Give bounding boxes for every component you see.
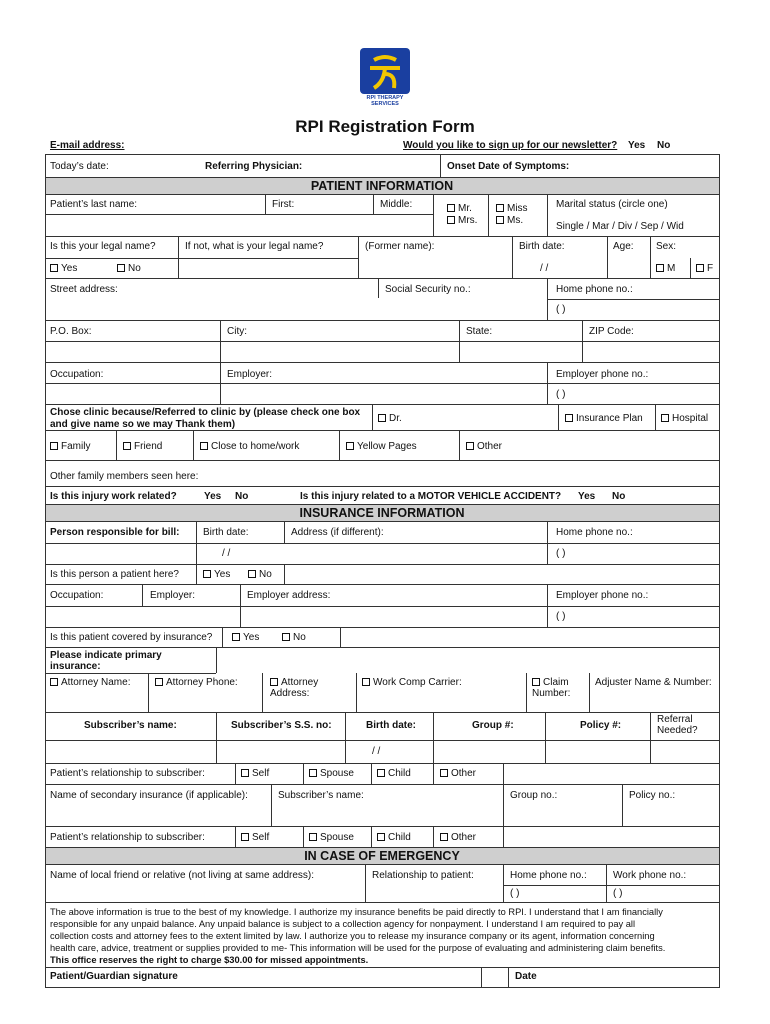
checkbox-icon (661, 414, 669, 422)
other-family-label: Other family members seen here: (50, 471, 199, 482)
rel2-other-label: Other (451, 832, 477, 843)
ins-employer-label: Employer: (150, 590, 196, 601)
occupation-label: Occupation: (50, 369, 104, 380)
work-related-no[interactable]: No (235, 491, 249, 502)
referral-close[interactable] (200, 441, 299, 453)
checkbox-icon (496, 216, 504, 224)
rel-self[interactable] (241, 768, 269, 780)
secondary-subscriber-label: Subscriber’s name: (278, 790, 364, 801)
ins-address-label: Address (if different): (291, 527, 384, 538)
checkbox-icon (50, 678, 58, 686)
employer-phone-label: Employer phone no.: (556, 369, 649, 380)
legal-yes-label: Yes (61, 263, 78, 274)
missed-appointment-notice: This office reserves the right to charge $30.00 for missed appointments. (50, 955, 369, 965)
referral-close-label: Close to home/work (211, 441, 300, 452)
title-ms[interactable] (496, 215, 523, 227)
ins-home-phone-label: Home phone no.: (556, 527, 633, 538)
referral-friend[interactable] (123, 441, 162, 453)
covered-no[interactable] (282, 632, 306, 644)
referral-yellow-pages[interactable] (346, 441, 417, 453)
local-friend-label: Name of local friend or relative (not living at same address): (50, 870, 315, 881)
referral-hospital-label: Hospital (672, 413, 709, 424)
relationship-label-2: Patient’s relationship to subscriber: (50, 832, 205, 843)
rel2-child[interactable] (377, 832, 411, 844)
claim-number-label: Claim (543, 677, 569, 688)
checkbox-icon (696, 264, 704, 272)
birth-date-slashes: / / (540, 263, 549, 274)
zip-label: ZIP Code: (589, 326, 634, 337)
title-mrs-label: Mrs. (458, 215, 478, 226)
subscriber-name-label: Subscriber’s name: (84, 720, 177, 731)
checkbox-icon (565, 414, 573, 422)
chose-clinic-label-2: and give name so we may Thank them) (50, 419, 236, 430)
sex-m-label: M (667, 263, 676, 274)
is-patient-no-label: No (259, 569, 272, 580)
ssn-label: Social Security no.: (385, 284, 471, 295)
checkbox-icon (50, 442, 58, 450)
title-miss-label: Miss (507, 203, 528, 214)
work-comp-carrier-label: Work Comp Carrier: (373, 677, 462, 688)
first-name-label: First: (272, 199, 295, 210)
sex-label: Sex: (656, 241, 677, 252)
checkbox-icon (117, 264, 125, 272)
checkbox-icon (241, 833, 249, 841)
sub-birth-date-label: Birth date: (366, 720, 416, 731)
onset-date-label: Onset Date of Symptoms: (447, 161, 570, 172)
title-mrs[interactable] (447, 215, 477, 227)
title-ms-label: Ms. (507, 215, 524, 226)
checkbox-icon (378, 414, 386, 422)
home-phone-label: Home phone no.: (556, 284, 633, 295)
sex-f-label: F (707, 263, 714, 274)
secondary-insurance-label: Name of secondary insurance (if applicable): (50, 790, 248, 801)
checkbox-icon (200, 442, 208, 450)
responsible-label: Person responsible for bill: (50, 527, 180, 538)
ins-occupation-label: Occupation: (50, 590, 104, 601)
indicate-primary-label: Please indicate primary (50, 650, 162, 661)
consent-line-4: health care, advice, treatment or supplies provided to me- This information will be used for the purpose of evaluating and administering claim benefits. (50, 943, 666, 953)
chose-clinic-label: Chose clinic because/Referred to clinic by (please check one box (50, 407, 361, 418)
street-address-label: Street address: (50, 284, 118, 295)
rel2-self-label: Self (252, 832, 270, 843)
age-label: Age: (613, 241, 634, 252)
insurance-info-header: INSURANCE INFORMATION (45, 504, 719, 522)
work-comp-carrier[interactable] (362, 677, 462, 689)
rel-child-label: Child (388, 768, 411, 779)
covered-question: Is this patient covered by insurance? (50, 632, 213, 643)
is-patient-yes[interactable] (203, 569, 230, 581)
referral-hospital[interactable] (661, 413, 708, 425)
checkbox-icon (447, 216, 455, 224)
checkbox-icon (496, 204, 504, 212)
logo-line1: RPI THERAPY (366, 95, 404, 101)
email-label: E-mail address: (50, 140, 125, 151)
rel-self-label: Self (252, 768, 270, 779)
form-title: RPI Registration Form (295, 117, 475, 136)
logo-line2: SERVICES (371, 101, 399, 107)
checkbox-icon (282, 633, 290, 641)
is-patient-yes-label: Yes (214, 569, 231, 580)
emergency-home-phone-label: Home phone no.: (510, 870, 587, 881)
referral-needed-label: Referral (657, 714, 693, 725)
checkbox-icon (377, 769, 385, 777)
patient-info-header: PATIENT INFORMATION (45, 177, 719, 195)
is-patient-question: Is this person a patient here? (50, 569, 179, 580)
is-patient-no[interactable] (248, 569, 272, 581)
checkbox-icon (532, 678, 540, 686)
motor-vehicle-no[interactable]: No (612, 491, 626, 502)
rel2-spouse-label: Spouse (320, 832, 354, 843)
referral-needed-label-2: Needed? (657, 725, 698, 736)
checkbox-icon (309, 769, 317, 777)
emergency-work-parens: ( ) (613, 888, 623, 899)
sex-m[interactable] (656, 263, 675, 275)
title-miss[interactable] (496, 203, 528, 215)
work-related-question: Is this injury work related? (50, 491, 177, 502)
checkbox-icon (241, 769, 249, 777)
checkbox-icon (203, 570, 211, 578)
emergency-home-parens: ( ) (510, 888, 520, 899)
subscriber-ssn-label: Subscriber’s S.S. no: (231, 720, 332, 731)
referral-yellow-pages-label: Yellow Pages (357, 441, 417, 452)
checkbox-icon (466, 442, 474, 450)
referring-physician-label: Referring Physician: (205, 161, 303, 172)
rel2-child-label: Child (388, 832, 411, 843)
consent-line-3: collection costs and attorney fees to the extent limited by law. I authorize you to release my insurance company or its agent, information concerning (50, 931, 655, 941)
former-name-label: (Former name): (365, 241, 435, 252)
signature-label: Patient/Guardian signature (50, 971, 178, 982)
checkbox-icon (309, 833, 317, 841)
checkbox-icon (270, 678, 278, 686)
rel2-other[interactable] (440, 832, 476, 844)
ins-employer-phone-label: Employer phone no.: (556, 590, 649, 601)
referral-insurance-plan-label: Insurance Plan (576, 413, 643, 424)
motor-vehicle-question: Is this injury related to a MOTOR VEHICLE ACCIDENT? (300, 491, 562, 502)
employer-phone-parens: ( ) (556, 389, 566, 400)
rel-other[interactable] (440, 768, 476, 780)
motor-vehicle-yes[interactable]: Yes (578, 491, 596, 502)
consent-line-1: The above information is true to the best of my knowledge. I authorize my insurance benefits be paid directly to RPI. I understand that I am financially (50, 907, 663, 917)
group-no-label: Group no.: (510, 790, 558, 801)
checkbox-icon (440, 833, 448, 841)
attorney-name-label: Attorney Name: (61, 677, 131, 688)
emergency-work-phone-label: Work phone no.: (613, 870, 687, 881)
referral-family[interactable] (50, 441, 90, 453)
referral-insurance-plan[interactable] (565, 413, 643, 425)
ins-birth-date-label: Birth date: (203, 527, 249, 538)
attorney-phone-label: Attorney Phone: (166, 677, 238, 688)
employer-label: Employer: (227, 369, 273, 380)
adjuster-label: Adjuster Name & Number: (595, 677, 712, 688)
marital-label: Marital status (circle one) (556, 199, 668, 210)
covered-yes-label: Yes (243, 632, 260, 643)
ins-employer-address-label: Employer address: (247, 590, 331, 601)
rel2-self[interactable] (241, 832, 269, 844)
referral-other[interactable] (466, 441, 502, 453)
referral-friend-label: Friend (134, 441, 163, 452)
claim-number-label-2: Number: (532, 688, 571, 699)
checkbox-icon (155, 678, 163, 686)
city-label: City: (227, 326, 247, 337)
rel-child[interactable] (377, 768, 411, 780)
checkbox-icon (377, 833, 385, 841)
last-name-label: Patient’s last name: (50, 199, 138, 210)
referral-other-label: Other (477, 441, 503, 452)
newsletter-question: Would you like to sign up for our newsletter? (403, 140, 618, 151)
rpi-logo (360, 48, 410, 108)
rel-other-label: Other (451, 768, 477, 779)
checkbox-icon (447, 204, 455, 212)
policy-label: Policy #: (580, 720, 622, 731)
sex-f[interactable] (696, 263, 713, 275)
covered-yes[interactable] (232, 632, 259, 644)
attorney-name[interactable] (50, 677, 130, 689)
ins-birth-slashes: / / (222, 548, 231, 559)
home-phone-parens: ( ) (556, 304, 566, 315)
rel2-spouse[interactable] (309, 832, 354, 844)
referral-family-label: Family (61, 441, 91, 452)
po-box-label: P.O. Box: (50, 326, 92, 337)
checkbox-icon (50, 264, 58, 272)
referral-dr[interactable] (378, 413, 402, 425)
title-mr-label: Mr. (458, 203, 472, 214)
emergency-header: IN CASE OF EMERGENCY (45, 847, 719, 865)
birth-date-label: Birth date: (519, 241, 565, 252)
emergency-relationship-label: Relationship to patient: (372, 870, 474, 881)
consent-line-2: responsible for any unpaid balance. Any unpaid balance is subject to a collection agency for nonpayment. I understand I am required to pay all (50, 919, 636, 929)
todays-date-label: Today’s date: (50, 161, 109, 172)
attorney-address-label-2: Address: (270, 688, 310, 699)
attorney-address-label: Attorney (281, 677, 319, 688)
checkbox-icon (232, 633, 240, 641)
rel-spouse[interactable] (309, 768, 354, 780)
relationship-label: Patient’s relationship to subscriber: (50, 768, 205, 779)
checkbox-icon (362, 678, 370, 686)
legal-no[interactable] (117, 263, 141, 275)
legal-no-label: No (128, 263, 141, 274)
legal-name-question: Is this your legal name? (50, 241, 156, 252)
if-not-legal-label: If not, what is your legal name? (185, 241, 324, 252)
referral-dr-label: Dr. (389, 413, 402, 424)
work-related-yes[interactable]: Yes (204, 491, 222, 502)
date-label: Date (515, 971, 537, 982)
state-label: State: (466, 326, 493, 337)
marital-options[interactable]: Single / Mar / Div / Sep / Wid (556, 221, 684, 232)
legal-yes[interactable] (50, 263, 77, 275)
checkbox-icon (248, 570, 256, 578)
checkbox-icon (346, 442, 354, 450)
sub-birth-slashes: / / (372, 746, 381, 757)
checkbox-icon (123, 442, 131, 450)
covered-no-label: No (293, 632, 306, 643)
ins-employer-phone-parens: ( ) (556, 611, 566, 622)
newsletter-yes[interactable]: Yes (628, 140, 646, 151)
ins-home-phone-parens: ( ) (556, 548, 566, 559)
policy-no-label: Policy no.: (629, 790, 676, 801)
middle-name-label: Middle: (380, 199, 413, 210)
attorney-phone[interactable] (155, 677, 238, 689)
checkbox-icon (656, 264, 664, 272)
rel-spouse-label: Spouse (320, 768, 354, 779)
indicate-primary-label-2: insurance: (50, 661, 101, 672)
title-mr[interactable] (447, 203, 472, 215)
checkbox-icon (440, 769, 448, 777)
group-label: Group #: (472, 720, 514, 731)
newsletter-no[interactable]: No (657, 140, 671, 151)
